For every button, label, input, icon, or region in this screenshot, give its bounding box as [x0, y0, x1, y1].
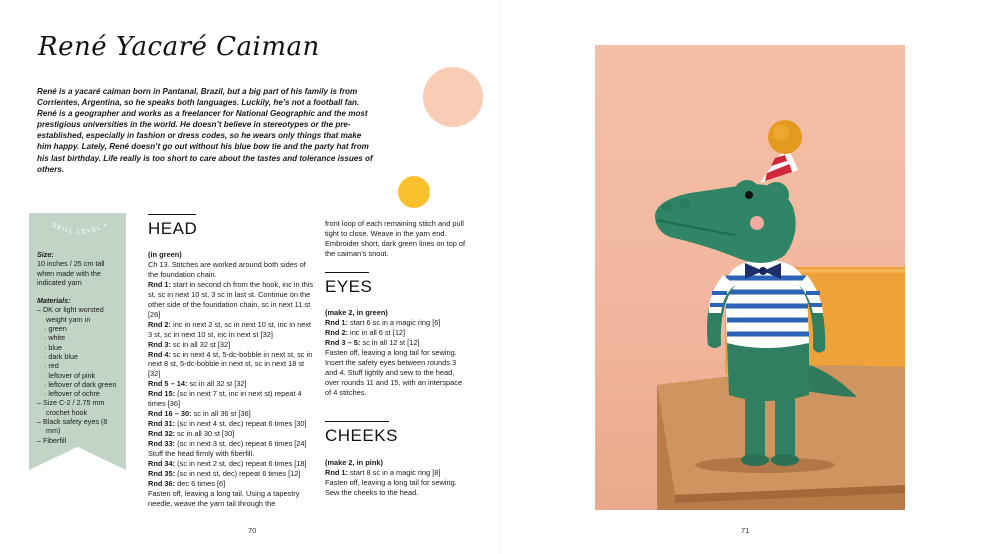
- svg-text:SKILL LEVEL •: [51, 221, 109, 235]
- caiman-photo: [595, 45, 905, 510]
- head-step-label: Rnd 36:: [148, 478, 176, 488]
- head-step-label: Rnd 4:: [148, 349, 171, 359]
- eyes-rule: [325, 272, 369, 273]
- head-step: [148, 419, 314, 429]
- skill-level-label: [43, 214, 117, 244]
- material-item: – Size C-2 / 2.75 mm crochet hook: [37, 398, 105, 417]
- material-subitem: · green: [44, 324, 67, 334]
- eyes-title: EYES: [325, 277, 373, 296]
- head-step-label: Rnd 15:: [148, 389, 176, 399]
- cheeks-step-text: start 8 sc in a magic ring [8]: [348, 467, 441, 477]
- head-step-text: sc in all 32 st [32]: [187, 379, 247, 389]
- head-rule: [148, 214, 196, 215]
- head-step: [148, 469, 314, 479]
- page-number-right: 71: [741, 526, 750, 535]
- cheeks-lines: [325, 468, 465, 498]
- material-subitem: · white: [44, 333, 66, 343]
- head-step-text: (sc in next st, dec) repeat 6 times [12]: [175, 468, 301, 478]
- material-item: – Fiberfill: [37, 435, 67, 445]
- skill-box-content: [37, 250, 123, 445]
- eyes-step-label: Rnd 2:: [325, 327, 348, 337]
- head-step-text: inc in next 2 st, sc in next 10 st, inc in next 3 st, sc in next 10 st, inc in next st [32]: [148, 319, 312, 339]
- head-step-text: sc in all 32 st [32]: [171, 339, 231, 349]
- head-step-label: Rnd 5 – 14:: [148, 379, 188, 389]
- head-step-text: sc in all 36 st [36]: [191, 409, 251, 419]
- size-label: Size:: [37, 250, 54, 259]
- decorative-peach-circle: [423, 67, 483, 127]
- head-step-label: Rnd 16 – 30:: [148, 409, 192, 419]
- head-step: [148, 280, 314, 320]
- head-step-label: Rnd 32:: [148, 429, 176, 439]
- head-step-text: sc in next 4 st, 5-dc-bobble in next st, sc in next 8 st, 5-dc-bobble in next st, sc in next 18 st [32]: [148, 349, 313, 379]
- material-subitem: · dark blue: [44, 351, 78, 361]
- head-step-text: (sc in next 7 st, inc in next st) repeat 4 times [36]: [148, 389, 302, 409]
- eyes-step-label: Rnd 1:: [325, 317, 348, 327]
- page-title: René Yacaré Caiman: [38, 32, 320, 62]
- head-step-text: (sc in next 3 st, dec) repeat 6 times [24]: [175, 439, 307, 449]
- head-step: [148, 459, 314, 469]
- head-instructions: [148, 250, 314, 509]
- crochet-caiman-photo-icon: [595, 45, 905, 510]
- head-step-text: sc in all 30 st [30]: [175, 429, 235, 439]
- skill-level-arc: [43, 214, 117, 244]
- head-title: HEAD: [148, 219, 198, 238]
- head-step-label: Rnd 33:: [148, 439, 176, 449]
- eyes-step: [325, 328, 465, 338]
- eyes-step-text: start 6 sc in a magic ring [6]: [348, 317, 441, 327]
- eyes-lines: [325, 318, 465, 398]
- eyes-step: [325, 338, 465, 348]
- materials-list: [37, 305, 123, 444]
- page-number-left: 70: [248, 526, 257, 535]
- material-subitem: · leftover of dark green: [44, 379, 117, 389]
- eyes-step: [325, 318, 465, 328]
- spread-gutter: [499, 0, 500, 554]
- head-step: [148, 479, 314, 489]
- skill-level-text: SKILL LEVEL •: [50, 221, 110, 236]
- head-step-text: (sc in next 4 st, dec) repeat 6 times [30]: [175, 419, 307, 429]
- head-step-text: Fasten off, leaving a long tail. Using a tapestry needle, weave the yarn tail through the: [148, 488, 300, 508]
- head-step-text: Ch 13. Stitches are worked around both sides of the foundation chain.: [148, 259, 306, 279]
- head-step: [148, 439, 314, 449]
- material-item: – DK or light worsted weight yarn in: [37, 305, 104, 324]
- head-step-label: Rnd 35:: [148, 468, 176, 478]
- material-item: – Black safety eyes (8 mm): [37, 417, 108, 436]
- materials-label: Materials:: [37, 296, 71, 306]
- cheeks-rule: [325, 421, 389, 422]
- head-continued: front loop of each remaining stitch and pull tight to close. Weave in the yarn end. Embroider short, dark green lines on top of the caiman’s snout.: [325, 219, 466, 258]
- size-text: 10 inches / 25 cm tall when made with the indicated yarn: [37, 259, 105, 287]
- cheeks-subtitle: (make 2, in pink): [325, 458, 383, 467]
- head-step-label: Rnd 3:: [148, 339, 171, 349]
- head-step-text: start in second ch from the hook, inc in this st, sc in next 10 st, 3 sc in last st. Continue on the other side of the foundation chain, sc in next 11 st [26]: [148, 279, 314, 319]
- cheeks-step: [325, 468, 465, 478]
- head-step: [148, 409, 314, 419]
- head-step: [148, 389, 314, 409]
- material-subitem: · blue: [44, 342, 62, 352]
- head-step: [148, 340, 314, 350]
- head-step-text: dec 6 times [6]: [175, 478, 226, 488]
- decorative-yellow-circle: [398, 176, 430, 208]
- head-step-label: Rnd 1:: [148, 279, 171, 289]
- cheeks-instructions: [325, 458, 465, 498]
- head-step: [148, 489, 314, 509]
- material-subitem: · leftover of ochre: [44, 389, 100, 399]
- head-step: [148, 379, 314, 389]
- head-step-label: Rnd 34:: [148, 459, 176, 469]
- head-subtitle: (in green): [148, 250, 182, 259]
- eyes-step-text: inc in all 6 st [12]: [348, 327, 406, 337]
- cheeks-title: CHEEKS: [325, 426, 398, 445]
- head-step: [148, 320, 314, 340]
- eyes-instructions: [325, 308, 465, 398]
- head-step: [148, 449, 314, 459]
- cheeks-step-text: Fasten off, leaving a long tail for sewing. Sew the cheeks to the head.: [325, 477, 457, 497]
- head-step: [148, 429, 314, 439]
- head-step-label: Rnd 31:: [148, 419, 176, 429]
- head-step-text: (sc in next 2 st, dec) repeat 6 times [18]: [175, 459, 307, 469]
- eyes-step-label: Rnd 3 – 5:: [325, 337, 361, 347]
- head-lines: [148, 260, 314, 509]
- head-step: [148, 350, 314, 380]
- head-step: [148, 260, 314, 280]
- cheeks-step-label: Rnd 1:: [325, 467, 348, 477]
- eyes-subtitle: (make 2, in green): [325, 308, 388, 317]
- material-subitem: · red: [44, 361, 59, 371]
- material-subitem: · leftover of pink: [44, 370, 96, 380]
- head-step-text: Stuff the head firmly with fiberfill.: [148, 449, 255, 459]
- eyes-step-text: sc in all 12 st [12]: [360, 337, 420, 347]
- eyes-step-text: Fasten off, leaving a long tail for sewing. Insert the safety eyes between rounds 3 and 4. Stuff lightly and sew to the head, over rounds 11 and 15, with an interspace of 4 stitches.: [325, 347, 463, 397]
- intro-paragraph: René is a yacaré caiman born in Pantanal, Brazil, but a big part of his family is from Corrientes, Argentina, so he speaks both languages. Luckily, he’s not a football fan. René is a geographer and works as a freelancer for National Geographic and the most prestigious universities in the world. He doesn’t believe in stereotypes or the pre-established, especially in fashion or dress codes, so he wears only things that make him happy. Lately, René doesn’t go out without his blue bow tie and the party hat from his last birthday. Life really is too short to care about the tastes and tolerance issues of others.: [37, 87, 373, 174]
- cheeks-step: [325, 478, 465, 498]
- eyes-step: [325, 348, 465, 398]
- head-step-label: Rnd 2:: [148, 319, 171, 329]
